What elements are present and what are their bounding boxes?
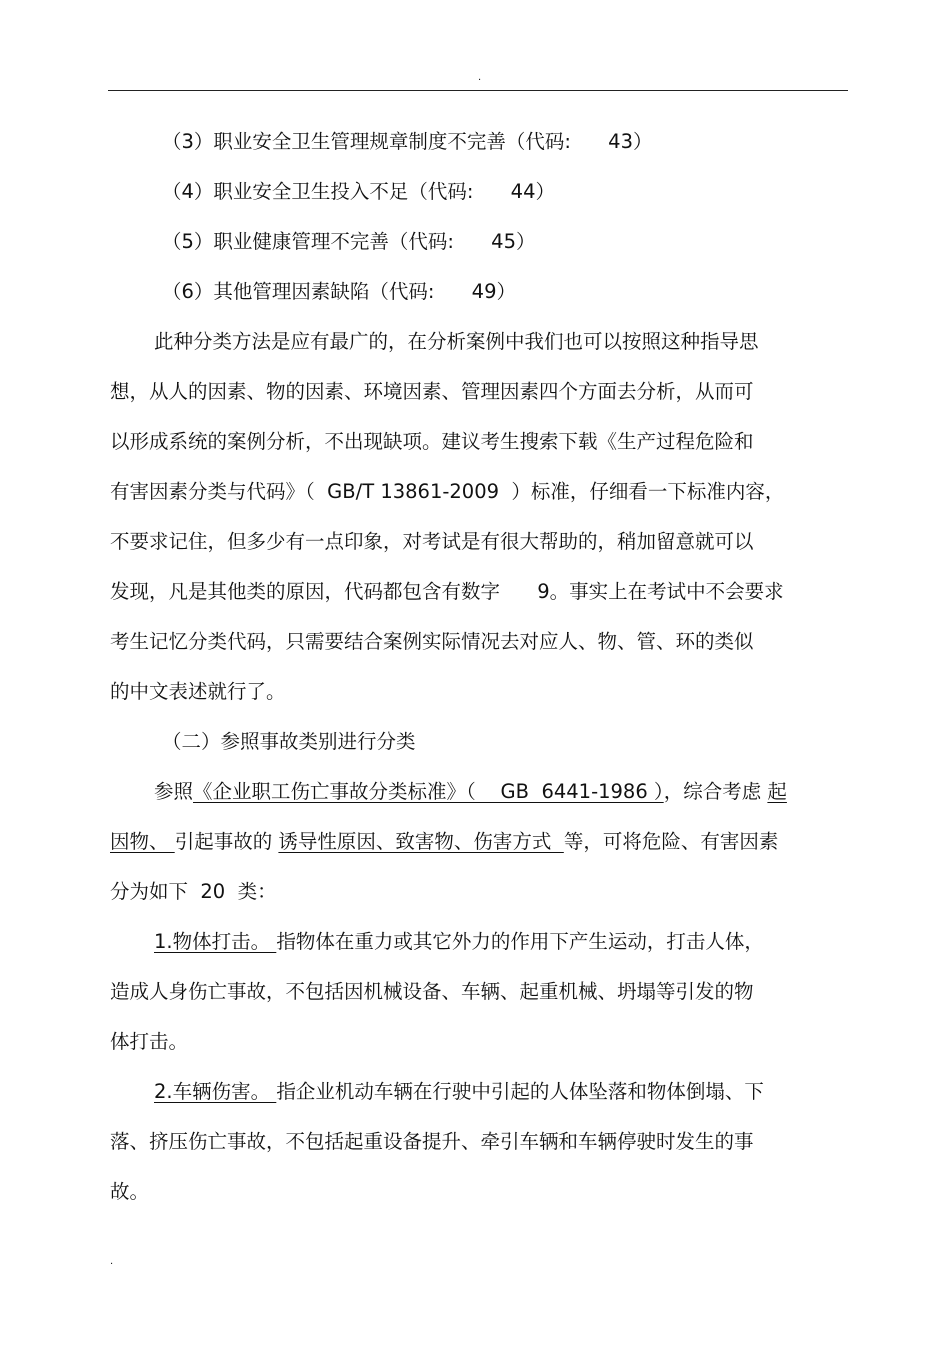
text-line [110,727,902,757]
text-segment: 的中文表述就行了。 [110,680,286,703]
text-segment: 指企业机动车辆在行驶中引起的人体坠落和物体倒塌、下 [276,1080,764,1103]
text-segment: （4）职业安全卫生投入不足（代码: 44） [162,180,555,203]
text-line [110,477,850,507]
text-line [110,227,902,257]
text-line [110,427,850,457]
underlined-text: 《企业职工伤亡事故分类标准》（ GB 6441-1986 ） [193,780,664,803]
text-segment: 以形成系统的案例分析，不出现缺项。建议考生搜索下载《生产过程危险和 [110,430,754,453]
text-line [110,627,850,657]
text-segment: 考生记忆分类代码，只需要结合案例实际情况去对应人、物、管、环的类似 [110,630,754,653]
text-segment: 此种分类方法是应有最广的，在分析案例中我们也可以按照这种指导思 [154,330,759,353]
text-segment: 造成人身伤亡事故，不包括因机械设备、车辆、起重机械、坍塌等引发的物 [110,980,754,1003]
text-line [110,177,902,207]
text-segment: 发现，凡是其他类的原因，代码都包含有数字 9。事实上在考试中不会要求 [110,580,784,603]
text-segment: 想，从人的因素、物的因素、环境因素、管理因素四个方面去分析，从而可 [110,380,754,403]
text-segment: 落、挤压伤亡事故，不包括起重设备提升、牵引车辆和车辆停驶时发生的事 [110,1130,754,1153]
text-line [110,977,850,1007]
text-line [110,127,902,157]
text-line [110,1177,850,1207]
text-segment: 不要求记住，但多少有一点印象，对考试是有很大帮助的，稍加留意就可以 [110,530,754,553]
text-segment: 分为如下 20 类： [110,880,277,903]
underlined-text: 诱导性原因、致害物、伤害方式 [278,830,564,853]
text-segment: （6）其他管理因素缺陷（代码: 49） [162,280,516,303]
text-line [110,927,894,957]
footer-mark: . [110,1256,114,1267]
text-line [110,1127,850,1157]
text-line [110,527,850,557]
text-segment: 体打击。 [110,1030,189,1053]
text-segment: 有害因素分类与代码》（ GB/T 13861-2009 ）标准，仔细看一下标准内容， [110,480,785,503]
text-line [110,777,894,807]
text-line [110,377,850,407]
underlined-text: 1.物体打击。 [154,930,277,953]
text-line [110,577,850,607]
text-segment: 引起事故的 [174,830,279,853]
underlined-text: 2.车辆伤害。 [154,1080,277,1103]
underlined-text: 起 [767,780,787,803]
header-mark: . [478,72,482,83]
text-segment: （二）参照事故类别进行分类 [162,730,416,753]
text-segment: 故。 [110,1180,150,1203]
text-line [110,1077,894,1107]
text-line [110,877,850,907]
underlined-text: 因物、 [110,830,175,853]
text-segment: 等，可将危险、有害因素 [563,830,779,853]
text-line [110,277,902,307]
text-line [110,327,894,357]
text-segment: ，综合考虑 [663,780,768,803]
text-segment: 指物体在重力或其它外力的作用下产生运动，打击人体， [276,930,764,953]
text-segment: （3）职业安全卫生管理规章制度不完善（代码: 43） [162,130,653,153]
text-line [110,1027,850,1057]
header-rule [108,90,848,91]
text-segment: 参照 [154,780,194,803]
text-segment: （5）职业健康管理不完善（代码: 45） [162,230,536,253]
text-line [110,827,850,857]
text-line [110,677,850,707]
